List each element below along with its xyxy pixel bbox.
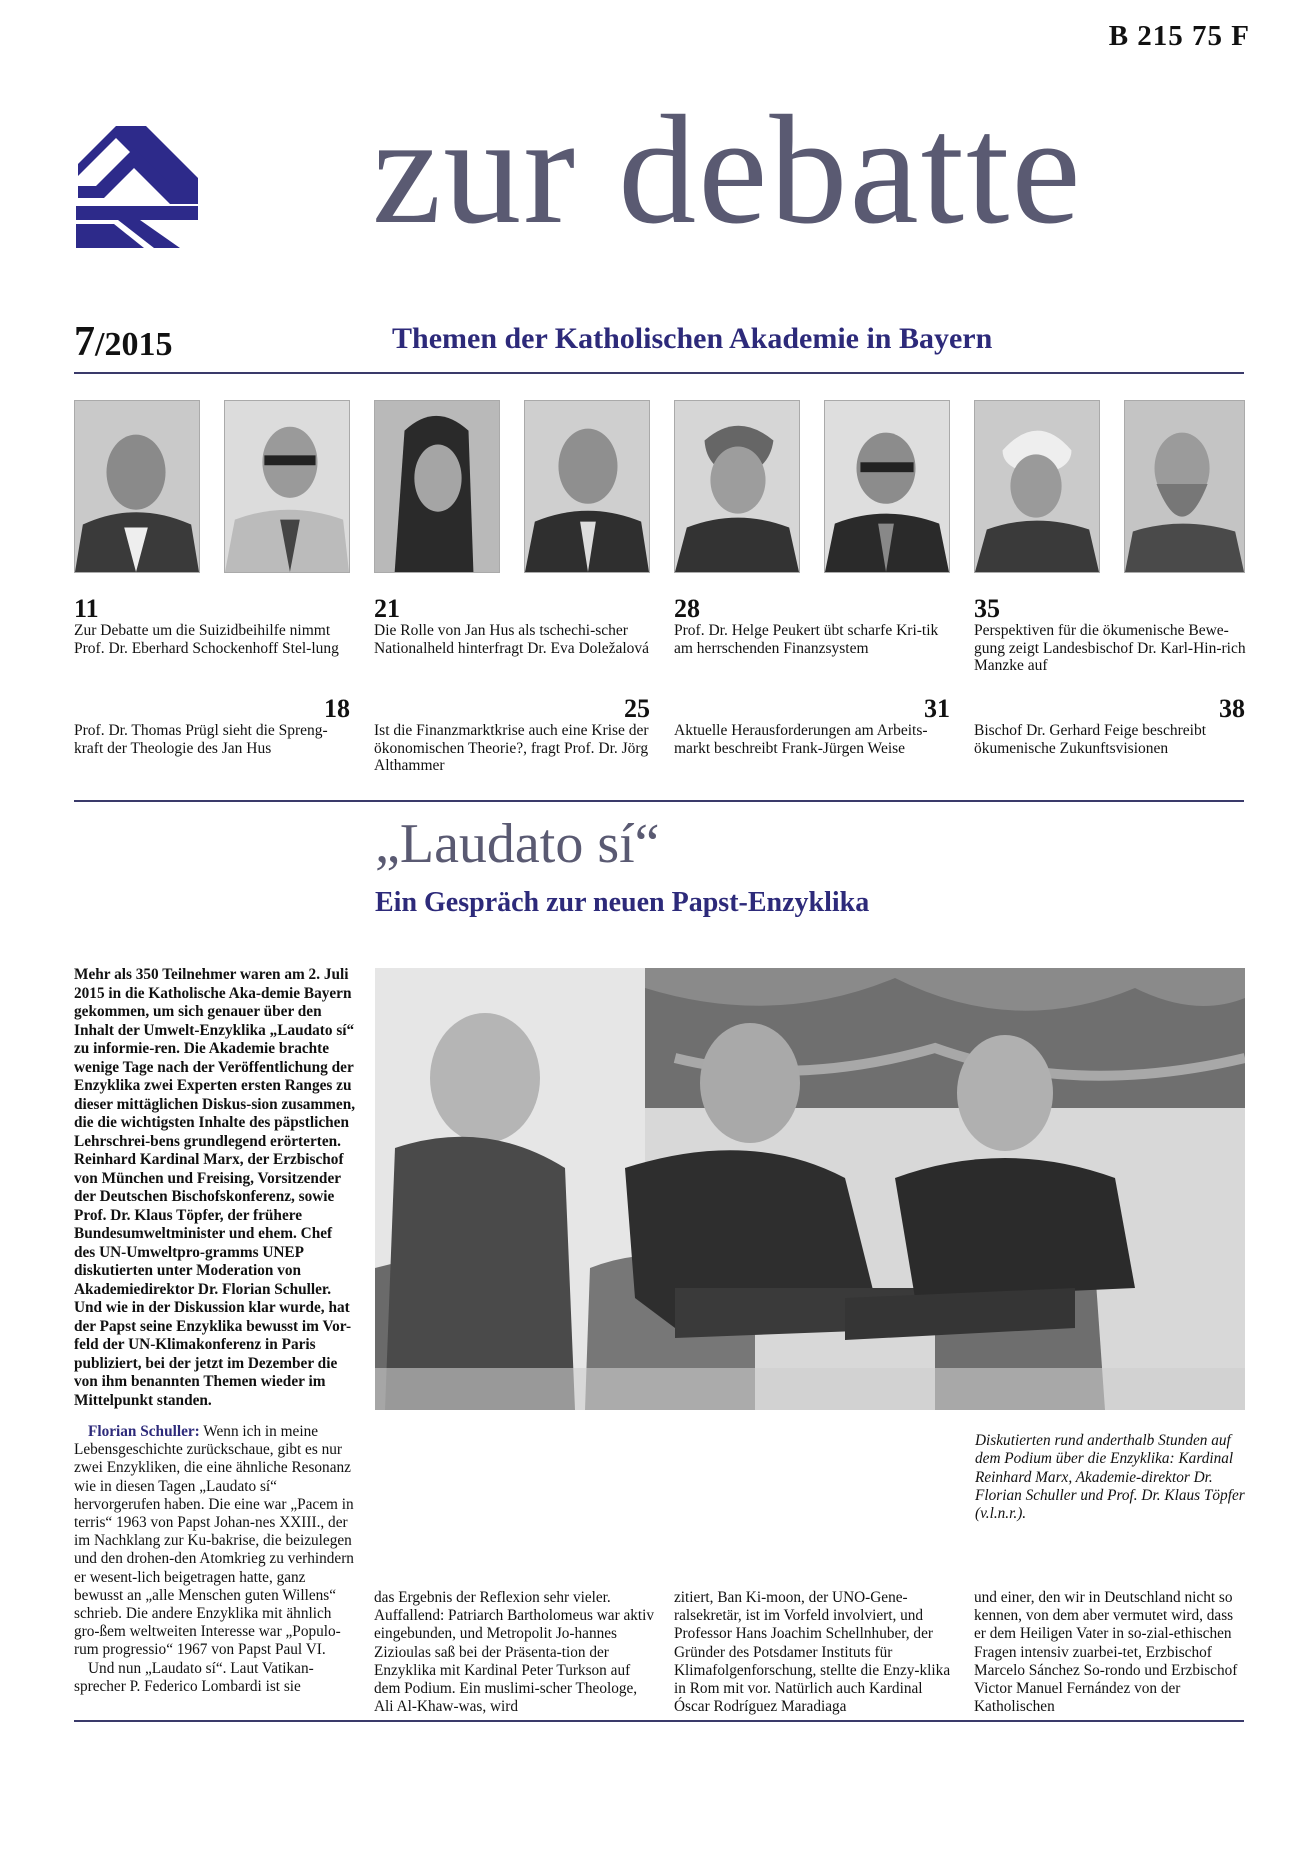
teaser-text: Die Rolle von Jan Hus als tschechi-scher Nationalheld hinterfragt Dr. Eva Doležalová xyxy=(374,622,650,657)
teaser-page-number: 35 xyxy=(974,594,1000,623)
main-photo xyxy=(375,968,1245,1410)
teaser-page-number: 21 xyxy=(374,594,400,623)
teaser-page-number: 31 xyxy=(924,694,950,723)
masthead-subtitle: Themen der Katholischen Akademie in Bayern xyxy=(392,322,993,355)
body-column-2: das Ergebnis der Reflexion sehr vieler. Auffallend: Patriarch Bartholomeus war aktiv eingebunden, und Metropolit Jo-hannes Zizioulas saß bei der Präsenta-tion der Enzyklika mit Kardinal Peter Turkson auf dem Podium. Ein muslimi-scher Theologe, Ali Al-Khaw-was, wird xyxy=(374,1589,655,1716)
portrait-photo xyxy=(974,400,1100,573)
article-headline: „Laudato sí“ xyxy=(375,813,660,875)
body-text: Wenn ich in meine Lebensgeschichte zurückschaue, gibt es nur zwei Enzykliken, die eine ähnliche Resonanz wie in diesen Tagen „Laudato sí“ hervorgerufen haben. Die eine war „Pacem in terris“ 1963 von Papst Johan-nes XXIII., der im Nachklang zur Ku-bakrise, die beizulegen und den drohen-den Atomkrieg zu verhindern er wesent-lich beigetragen hatte, ganz bewusst an „alle Menschen guten Willens“ schrieb. Die andere Enzyklika mit ähnlich gro-ßem weltweiten Interesse war „Populo-rum progressio“ 1967 von Papst Paul VI. xyxy=(74,1423,354,1659)
teaser-text: Prof. Dr. Thomas Prügl sieht die Spreng-kraft der Theologie des Jan Hus xyxy=(74,722,328,757)
portrait-photo xyxy=(374,400,500,573)
publication-code: B 215 75 F xyxy=(1108,20,1250,52)
teaser-page-number: 18 xyxy=(324,694,350,723)
portrait-photo xyxy=(674,400,800,573)
body-paragraph xyxy=(74,1423,356,1660)
teaser-text: Aktuelle Herausforderungen am Arbeits-markt beschreibt Frank-Jürgen Weise xyxy=(674,722,928,757)
teaser-text: Zur Debatte um die Suizidbeihilfe nimmt Prof. Dr. Eberhard Schockenhoff Stel-lung xyxy=(74,622,339,657)
teaser-page-number: 38 xyxy=(1219,694,1245,723)
teaser-page-number: 28 xyxy=(674,594,700,623)
issue-number xyxy=(74,318,172,366)
teaser-page-number: 11 xyxy=(74,594,99,623)
teaser-text: Prof. Dr. Helge Peukert übt scharfe Kri-tik am herrschenden Finanzsystem xyxy=(674,622,939,657)
teaser-page-number: 25 xyxy=(624,694,650,723)
portrait-photo xyxy=(524,400,650,573)
teaser-text: Bischof Dr. Gerhard Feige beschreibt ökumenische Zukunftsvisionen xyxy=(974,722,1207,757)
portrait-photo xyxy=(824,400,950,573)
issue-year: /2015 xyxy=(95,326,173,363)
portrait-photo xyxy=(74,400,200,573)
portrait-photo xyxy=(1124,400,1245,573)
article-deck: Ein Gespräch zur neuen Papst-Enzyklika xyxy=(375,887,870,918)
divider-bottom xyxy=(74,1720,1244,1722)
academy-logo xyxy=(70,120,202,252)
photo-caption: Diskutierten rund anderthalb Stunden auf dem Podium über die Enzyklika: Kardinal Reinhard Marx, Akademie-direktor Dr. Florian Schuller und Prof. Dr. Klaus Töpfer (v.l.n.r.). xyxy=(975,1432,1245,1523)
masthead-title: zur debatte xyxy=(372,83,1083,256)
article-intro: Mehr als 350 Teilnehmer waren am 2. Juli 2015 in die Katholische Aka-demie Bayern gekommen, um sich genauer über den Inhalt der Umwelt-Enzyklika „Laudato sí“ zu informie-ren. Die Akademie brachte wenige Tage nach der Veröffentlichung der Enzyklika zwei Experten ersten Ranges zu dieser mittäglichen Diskus-sion zusammen, die die wichtigsten Inhalte des päpstlichen Lehrschrei-bens grundlegend erörterten. Reinhard Kardinal Marx, der Erzbischof von München und Freising, Vorsitzender der Deutschen Bischofskonferenz, sowie Prof. Dr. Klaus Töpfer, der frühere Bundesumweltminister und ehem. Chef des UN-Umweltpro-gramms UNEP diskutierten unter Moderation von Akademiedirektor Dr. Florian Schuller. Und wie in der Diskussion klar wurde, hat der Papst seine Enzyklika bewusst im Vor-feld der UN-Klimakonferenz in Paris publiziert, bei der jetzt im Dezember die von ihm benannten Themen wieder im Mittelpunkt standen. xyxy=(74,966,356,1409)
teaser-text: Perspektiven für die ökumenische Bewe-gung zeigt Landesbischof Dr. Karl-Hin-rich Manzke auf xyxy=(974,622,1246,674)
body-column-1 xyxy=(74,1423,356,1696)
divider-middle xyxy=(74,800,1244,802)
body-paragraph: Und nun „Laudato sí“. Laut Vatikan-sprecher P. Federico Lombardi ist sie xyxy=(74,1659,314,1695)
issue-number-value: 7 xyxy=(74,319,95,365)
body-column-3: zitiert, Ban Ki-moon, der UNO-Gene-ralsekretär, ist im Vorfeld involviert, und Professor Hans Joachim Schellnhuber, der Gründer des Potsdamer Instituts für Klimafolgenforschung, stellte die Enzy-klika in Rom mit vor. Natürlich auch Kardinal Óscar Rodríguez Maradiaga xyxy=(674,1589,951,1716)
body-column-4: und einer, den wir in Deutschland nicht so kennen, von dem aber vermutet wird, dass er dem Heiligen Vater in so-zial-ethischen Fragen intensiv zuarbei-tet, Erzbischof Marcelo Sánchez So-rondo und Erzbischof Victor Manuel Fernández von der Katholischen xyxy=(974,1589,1238,1716)
teaser-text: Ist die Finanzmarktkrise auch eine Krise der ökonomischen Theorie?, fragt Prof. Dr. Jörg Althammer xyxy=(374,722,649,774)
portrait-photo xyxy=(224,400,350,573)
divider-top xyxy=(74,372,1244,374)
speaker-name: Florian Schuller: xyxy=(88,1423,200,1440)
